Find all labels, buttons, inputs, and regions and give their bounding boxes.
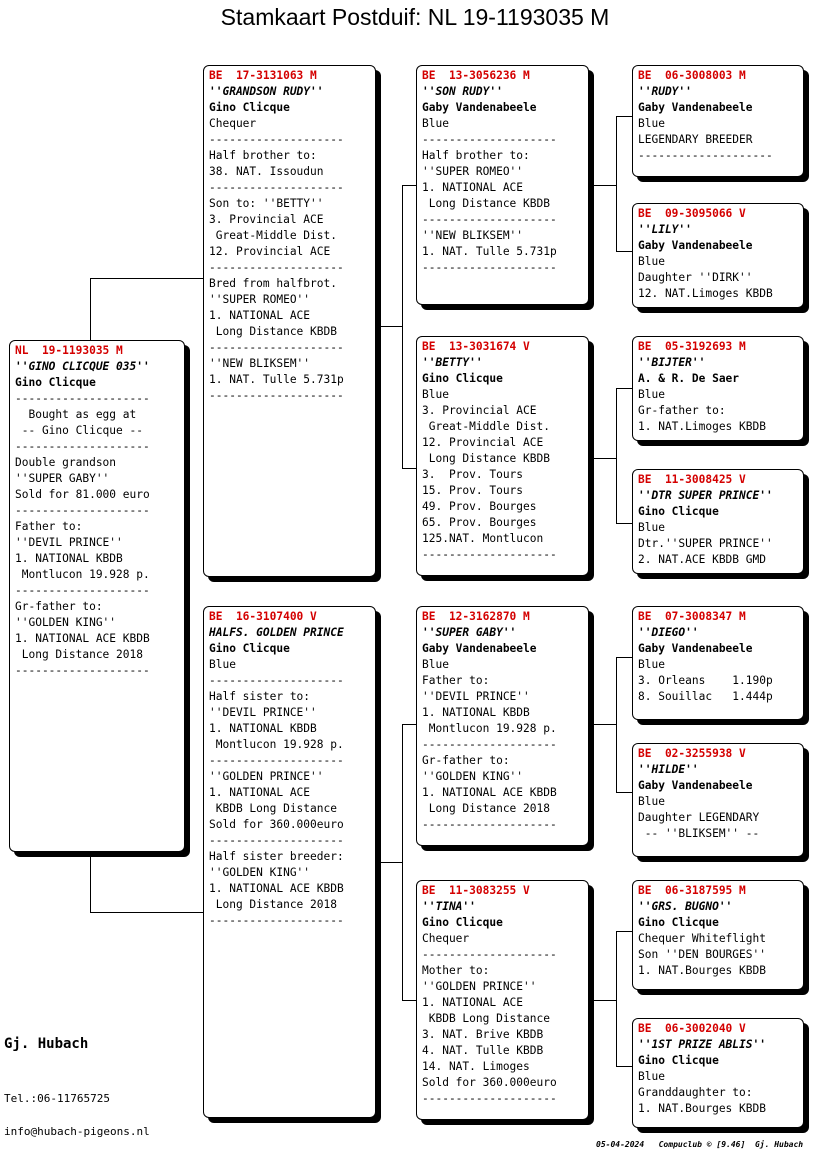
ggp-card-fmm [632, 469, 804, 574]
owner-phone: Tel.:06-11765725 [4, 1092, 110, 1105]
note-line: -------------------- [422, 213, 557, 226]
note-line: 14. NAT. Limoges [422, 1060, 530, 1073]
note-line: 1. NAT. Tulle 5.731p [422, 245, 557, 258]
ggp-card-fff [632, 65, 804, 177]
connector [380, 326, 402, 327]
note-line: -------------------- [15, 392, 150, 405]
note-line: -------------------- [422, 738, 557, 751]
pigeon-name: ''BIJTER'' [638, 356, 706, 369]
note-line: Son ''DEN BOURGES'' [638, 948, 766, 961]
note-line: 1. NATIONAL ACE KBDB [422, 786, 557, 799]
breeder-name: Gino Clicque [422, 372, 503, 385]
connector [380, 862, 402, 863]
breeder-name: Gaby Vandenabeele [638, 101, 753, 114]
note-line: 1. NATIONAL ACE KBDB [209, 882, 344, 895]
breeder-name: Gaby Vandenabeele [638, 642, 753, 655]
note-line: Granddaughter to: [638, 1086, 753, 1099]
ring-number: BE 06-3002040 V [638, 1022, 746, 1035]
note-line: 65. Prov. Bourges [422, 516, 537, 529]
pigeon-name: ''BETTY'' [422, 356, 483, 369]
ggp-card-mmm [632, 1018, 804, 1128]
ring-number: NL 19-1193035 M [15, 344, 123, 357]
note-line: Half brother to: [422, 149, 530, 162]
breeder-name: Gino Clicque [209, 101, 290, 114]
connector [594, 1000, 616, 1001]
note-line: 4. NAT. Tulle KBDB [422, 1044, 544, 1057]
note-line: ''NEW BLIKSEM'' [422, 229, 524, 242]
note-line: LEGENDARY BREEDER [638, 133, 753, 146]
breeder-name: Gino Clicque [638, 505, 719, 518]
ring-number: BE 06-3008003 M [638, 69, 746, 82]
pigeon-color: Blue [638, 255, 665, 268]
note-line: Montlucon 19.928 p. [422, 722, 557, 735]
note-line: ''GOLDEN KING'' [15, 616, 117, 629]
note-line: -------------------- [15, 440, 150, 453]
ring-number: BE 12-3162870 M [422, 610, 530, 623]
subject-card [9, 340, 185, 852]
note-line: Half brother to: [209, 149, 317, 162]
breeder-name: Gino Clicque [209, 642, 290, 655]
breeder-name: Gaby Vandenabeele [422, 642, 537, 655]
footer-credit: 05-04-2024 Compuclub © [9.46] Gj. Hubach [596, 1140, 804, 1149]
note-line: ''GOLDEN KING'' [422, 770, 524, 783]
note-line: Daughter ''DIRK'' [638, 271, 753, 284]
ring-number: BE 17-3131063 M [209, 69, 317, 82]
breeder-name: A. & R. De Saer [638, 372, 740, 385]
maternal-grandfather-card [416, 606, 589, 846]
note-line: 1. NATIONAL ACE [209, 309, 311, 322]
note-line: Sold for 360.000euro [422, 1076, 557, 1089]
note-line: Long Distance KBDB [422, 197, 550, 210]
note-line: 1. NATIONAL ACE [422, 181, 524, 194]
pigeon-name: ''GRANDSON RUDY'' [209, 85, 324, 98]
ring-number: BE 06-3187595 M [638, 884, 746, 897]
note-line: Double grandson [15, 456, 117, 469]
pigeon-name: ''HILDE'' [638, 763, 699, 776]
connector [90, 912, 205, 913]
ring-number: BE 11-3008425 V [638, 473, 746, 486]
breeder-name: Gino Clicque [638, 1054, 719, 1067]
note-line: 1. NATIONAL ACE [209, 786, 311, 799]
note-line: -------------------- [209, 754, 344, 767]
breeder-name: Gaby Vandenabeele [422, 101, 537, 114]
note-line: 1. NATIONAL KBDB [15, 552, 123, 565]
note-line: Sold for 81.000 euro [15, 488, 150, 501]
connector [616, 116, 617, 251]
note-line: 125.NAT. Montlucon [422, 532, 544, 545]
note-line: Montlucon 19.928 p. [15, 568, 150, 581]
note-line: 3. Provincial ACE [209, 213, 324, 226]
note-line: -------------------- [209, 133, 344, 146]
maternal-grandmother-card [416, 880, 589, 1120]
connector [90, 856, 91, 913]
pigeon-name: ''RUDY'' [638, 85, 692, 98]
pigeon-color: Blue [422, 388, 449, 401]
note-line: 49. Prov. Bourges [422, 500, 537, 513]
note-line: Sold for 360.000euro [209, 818, 344, 831]
pigeon-name: ''TINA'' [422, 900, 476, 913]
note-line: Half sister to: [209, 690, 311, 703]
note-line: KBDB Long Distance [209, 802, 337, 815]
connector [90, 278, 205, 279]
pigeon-color: Blue [638, 795, 665, 808]
note-line: Montlucon 19.928 p. [209, 738, 344, 751]
note-line: -------------------- [209, 181, 344, 194]
note-line: Great-Middle Dist. [209, 229, 337, 242]
pigeon-color: Chequer [209, 117, 257, 130]
note-line: -------------------- [15, 664, 150, 677]
connector [402, 185, 403, 468]
page-title: Stamkaart Postduif: NL 19-1193035 M [220, 4, 610, 30]
ring-number: BE 02-3255938 V [638, 747, 746, 760]
ggp-card-ffm [632, 203, 804, 308]
pigeon-color: Blue [638, 658, 665, 671]
note-line: 15. Prov. Tours [422, 484, 524, 497]
note-line: 1. NATIONAL ACE [422, 996, 524, 1009]
breeder-name: Gino Clicque [15, 376, 96, 389]
pigeon-color: Blue [638, 521, 665, 534]
ring-number: BE 09-3095066 V [638, 207, 746, 220]
note-line: -------------------- [422, 548, 557, 561]
connector [616, 931, 617, 1066]
pigeon-color: Blue [422, 658, 449, 671]
pigeon-name: ''GRS. BUGNO'' [638, 900, 733, 913]
pigeon-name: ''SUPER GABY'' [422, 626, 517, 639]
note-line: -------------------- [209, 834, 344, 847]
note-line: Mother to: [422, 964, 490, 977]
note-line: -------------------- [422, 133, 557, 146]
connector [90, 278, 91, 341]
note-line: -------------------- [209, 389, 344, 402]
note-line: Father to: [422, 674, 490, 687]
note-line: 3. Prov. Tours [422, 468, 524, 481]
note-line: 2. NAT.ACE KBDB GMD [638, 553, 766, 566]
note-line: ''GOLDEN PRINCE'' [209, 770, 324, 783]
note-line: 1. NATIONAL ACE KBDB [15, 632, 150, 645]
breeder-name: Gino Clicque [638, 916, 719, 929]
note-line: Son to: ''BETTY'' [209, 197, 324, 210]
note-line: -------------------- [422, 818, 557, 831]
note-line: 1. NATIONAL KBDB [422, 706, 530, 719]
ggp-card-mfm [632, 743, 804, 857]
note-line: ''DEVIL PRINCE'' [15, 536, 123, 549]
note-line: -------------------- [209, 914, 344, 927]
pigeon-color: Chequer [422, 932, 470, 945]
paternal-grandfather-card [416, 65, 589, 305]
note-line: ''SUPER ROMEO'' [209, 293, 311, 306]
connector [594, 185, 616, 186]
ring-number: BE 11-3083255 V [422, 884, 530, 897]
note-line: 8. Souillac 1.444p [638, 690, 773, 703]
note-line: -------------------- [209, 674, 344, 687]
note-line: Gr-father to: [422, 754, 510, 767]
note-line: KBDB Long Distance [422, 1012, 550, 1025]
pigeon-name: ''GINO CLICQUE 035'' [15, 360, 150, 373]
note-line: 1. NAT.Limoges KBDB [638, 420, 766, 433]
connector [616, 388, 617, 523]
note-line: Gr-father to: [15, 600, 103, 613]
ggp-card-mff [632, 606, 804, 720]
father-card [203, 65, 376, 577]
note-line: 1. NAT.Bourges KBDB [638, 1102, 766, 1115]
breeder-name: Gaby Vandenabeele [638, 779, 753, 792]
note-line: ''DEVIL PRINCE'' [422, 690, 530, 703]
ring-number: BE 13-3031674 V [422, 340, 530, 353]
note-line: 3. NAT. Brive KBDB [422, 1028, 544, 1041]
note-line: -------------------- [422, 948, 557, 961]
owner-name: Gj. Hubach [4, 1036, 89, 1052]
note-line: -------------------- [638, 149, 773, 162]
pigeon-name: ''SON RUDY'' [422, 85, 503, 98]
note-line: Bred from halfbrot. [209, 277, 337, 290]
note-line: -------------------- [422, 1092, 557, 1105]
note-line: ''SUPER GABY'' [15, 472, 110, 485]
pigeon-color: Blue [638, 388, 665, 401]
note-line: 12. NAT.Limoges KBDB [638, 287, 773, 300]
note-line: ''DEVIL PRINCE'' [209, 706, 317, 719]
note-line: ''NEW BLIKSEM'' [209, 357, 311, 370]
note-line: 12. Provincial ACE [422, 436, 544, 449]
pigeon-name: ''LILY'' [638, 223, 692, 236]
note-line: 1. NAT.Bourges KBDB [638, 964, 766, 977]
connector [616, 657, 617, 792]
note-line: Great-Middle Dist. [422, 420, 550, 433]
ggp-card-mmf [632, 880, 804, 990]
note-line: ''GOLDEN PRINCE'' [422, 980, 537, 993]
note-line: -------------------- [422, 261, 557, 274]
note-line: 1. NATIONAL KBDB [209, 722, 317, 735]
pigeon-name: ''DTR SUPER PRINCE'' [638, 489, 773, 502]
ring-number: BE 05-3192693 M [638, 340, 746, 353]
note-line: 12. Provincial ACE [209, 245, 331, 258]
pigeon-color: Blue [422, 117, 449, 130]
pigeon-color: Blue [638, 1070, 665, 1083]
ring-number: BE 16-3107400 V [209, 610, 317, 623]
note-line: Daughter LEGENDARY [638, 811, 760, 824]
breeder-name: Gino Clicque [422, 916, 503, 929]
note-line: 3. Orleans 1.190p [638, 674, 773, 687]
note-line: -------------------- [209, 341, 344, 354]
pigeon-name: HALFS. GOLDEN PRINCE [209, 626, 344, 639]
connector [594, 458, 616, 459]
note-line: 1. NAT. Tulle 5.731p [209, 373, 344, 386]
ring-number: BE 07-3008347 M [638, 610, 746, 623]
note-line: Long Distance KBDB [209, 325, 337, 338]
note-line: Long Distance 2018 [422, 802, 550, 815]
connector [402, 724, 403, 1000]
note-line: 3. Provincial ACE [422, 404, 537, 417]
pigeon-color: Blue [638, 117, 665, 130]
note-line: -------------------- [15, 584, 150, 597]
note-line: -------------------- [15, 504, 150, 517]
paternal-grandmother-card [416, 336, 589, 576]
note-line: Long Distance 2018 [209, 898, 337, 911]
note-line: Bought as egg at [15, 408, 137, 421]
note-line: -------------------- [209, 261, 344, 274]
pigeon-color: Chequer Whiteflight [638, 932, 766, 945]
mother-card [203, 606, 376, 1118]
ggp-card-fmf [632, 336, 804, 441]
pigeon-name: ''DIEGO'' [638, 626, 699, 639]
note-line: -- Gino Clicque -- [15, 424, 143, 437]
note-line: Long Distance KBDB [422, 452, 550, 465]
note-line: Father to: [15, 520, 83, 533]
note-line: ''GOLDEN KING'' [209, 866, 311, 879]
pigeon-color: Blue [209, 658, 236, 671]
owner-email: info@hubach-pigeons.nl [4, 1125, 150, 1138]
note-line: 38. NAT. Issoudun [209, 165, 324, 178]
note-line: Half sister breeder: [209, 850, 344, 863]
connector [594, 724, 616, 725]
note-line: Long Distance 2018 [15, 648, 143, 661]
note-line: ''SUPER ROMEO'' [422, 165, 524, 178]
note-line: -- ''BLIKSEM'' -- [638, 827, 760, 840]
ring-number: BE 13-3056236 M [422, 69, 530, 82]
note-line: Dtr.''SUPER PRINCE'' [638, 537, 773, 550]
pigeon-name: ''1ST PRIZE ABLIS'' [638, 1038, 766, 1051]
breeder-name: Gaby Vandenabeele [638, 239, 753, 252]
note-line: Gr-father to: [638, 404, 726, 417]
